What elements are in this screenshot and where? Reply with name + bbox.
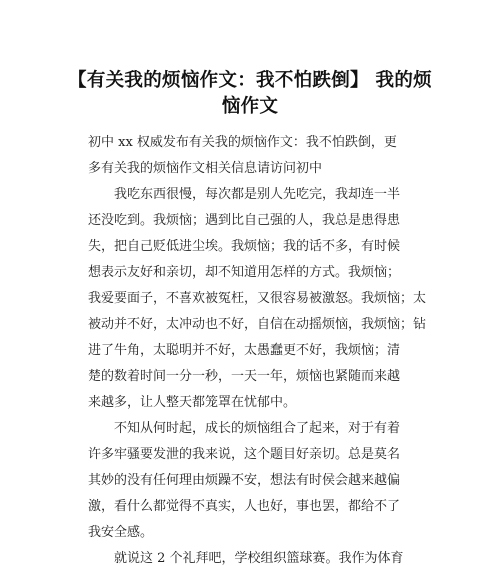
- text-line: 我安全感。: [88, 525, 154, 540]
- text-line: 还没吃到。我烦恼；遇到比自己强的人，我总是患得患: [88, 213, 401, 228]
- text-line: 多有关我的烦恼作文相关信息请访问初中: [88, 161, 323, 176]
- text-line: 就说这 2 个礼拜吧，学校组织篮球赛。我作为体育: [114, 551, 404, 566]
- text-line: 想表示友好和亲切，却不知道用怎样的方式。我烦恼；: [88, 265, 401, 280]
- text-line: 失，把自己贬低进尘埃。我烦恼；我的话不多，有时候: [88, 239, 401, 254]
- text-line: 初中 xx 权威发布有关我的烦恼作文：我不怕跌倒，更: [88, 135, 397, 150]
- text-line: 进了牛角，太聪明并不好，太愚蠢更不好，我烦恼；清: [88, 343, 401, 358]
- text-line: 激，看什么都觉得不真实，人也好，事也罢，都给不了: [88, 499, 401, 514]
- text-line: 来越多，让人整天都笼罩在忧郁中。: [88, 395, 297, 410]
- text-line: 被动并不好，太冲动也不好，自信在动摇烦恼，我烦恼；钻: [88, 317, 427, 332]
- paragraph: [88, 416, 438, 546]
- text-line: 我爱要面子，不喜欢被冤枉，又很容易被激怒。我烦恼；太: [88, 291, 427, 306]
- text-line: 不知从何时起，成长的烦恼组合了起来，对于有着: [114, 421, 401, 436]
- document-title: 【有关我的烦恼作文：我不怕跌倒】 我的烦恼作文: [68, 70, 432, 117]
- text-line: 其妙的没有任何理由烦躁不安，想法有时侯会越来越偏: [88, 473, 401, 488]
- document-body: [88, 130, 438, 566]
- text-line: 我吃东西很慢，每次都是别人先吃完，我却连一半: [114, 187, 401, 202]
- paragraph: [88, 182, 438, 416]
- text-line: 楚的数着时间一分一秒，一天一年，烦恼也紧随而来越: [88, 369, 401, 384]
- text-line: 许多牢骚要发泄的我来说，这个题目好亲切。总是莫名: [88, 447, 401, 462]
- paragraph: [88, 546, 438, 566]
- paragraph: [88, 130, 438, 182]
